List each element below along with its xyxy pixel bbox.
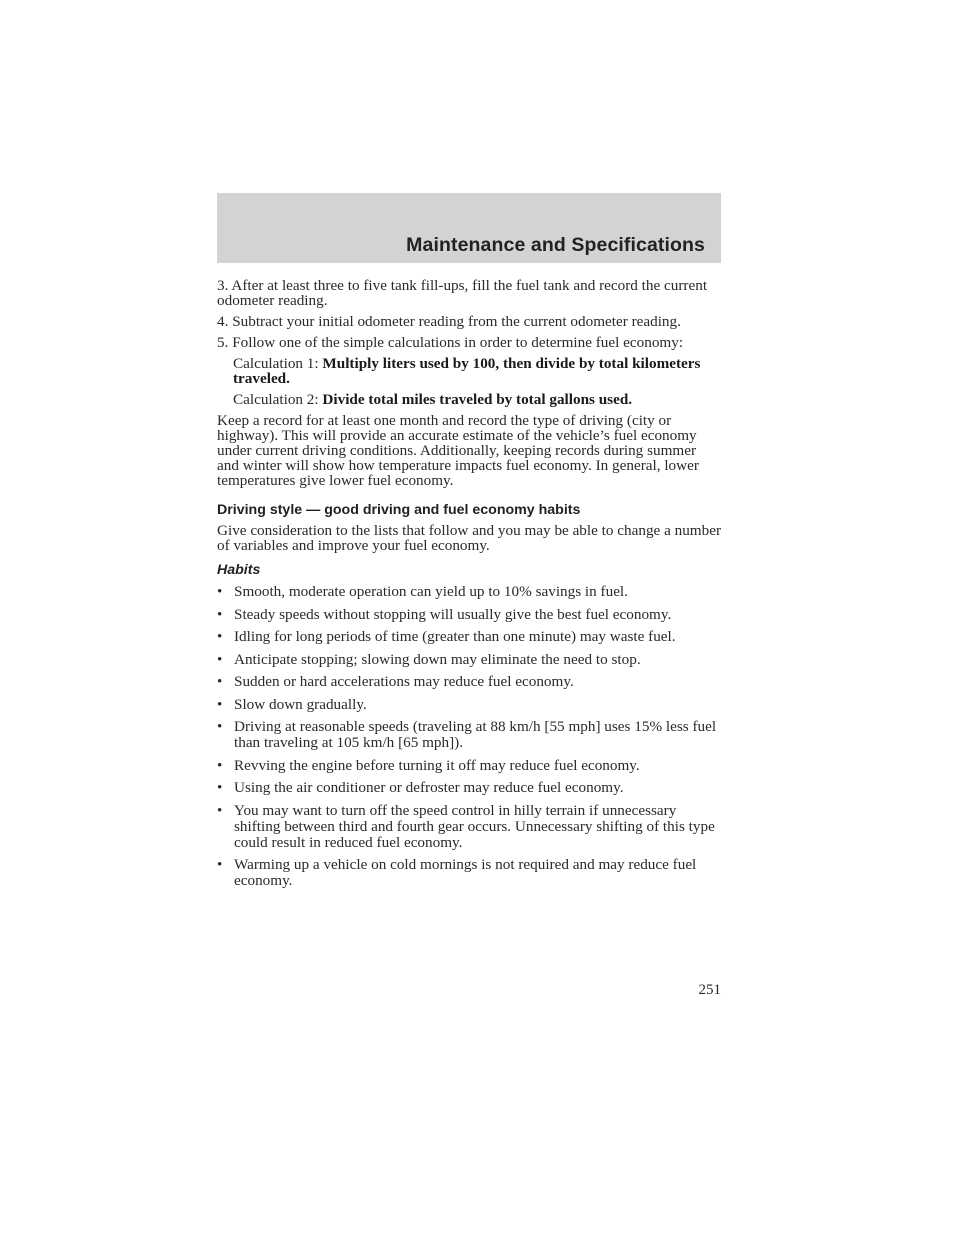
bullet-icon: • — [217, 718, 223, 735]
section-header-bar — [217, 193, 721, 263]
list-item-text: Smooth, moderate operation can yield up to 10% savings in fuel. — [234, 583, 628, 600]
list-item-text: Warming up a vehicle on cold mornings is not required and may reduce fuel economy. — [234, 856, 697, 889]
calculation-1 — [217, 356, 721, 386]
record-paragraph: Keep a record for at least one month and record the type of driving (city or highway). This will provide an accurate estimate of the vehicle’s fuel economy under current driving conditions. Additionally, keeping records during summer and winter will show how temperature impacts fuel economy. In general, lower temperatures give lower fuel economy. — [217, 412, 699, 489]
bullet-icon: • — [217, 673, 223, 690]
calculation-1-label: Calculation 1: — [233, 355, 323, 372]
calculation-1-text: Multiply liters used by 100, then divide by total kilometers traveled. — [233, 355, 701, 387]
list-item-text: Steady speeds without stopping will usually give the best fuel economy. — [234, 605, 672, 623]
habits-list — [217, 584, 721, 889]
bullet-icon: • — [217, 779, 223, 796]
list-item-text: Anticipate stopping; slowing down may eliminate the need to stop. — [234, 650, 641, 668]
list-item — [217, 780, 721, 796]
bullet-icon: • — [217, 583, 223, 600]
list-item-text: Sudden or hard accelerations may reduce fuel economy. — [234, 673, 574, 690]
list-item — [217, 803, 721, 851]
list-item-text: Driving at reasonable speeds (traveling at 88 km/h [55 mph] uses 15% less fuel than traveling at 105 km/h [65 mph]). — [234, 718, 717, 751]
list-item — [217, 629, 721, 645]
list-item — [217, 719, 721, 751]
calculation-2 — [217, 392, 721, 407]
list-item-text: Idling for long periods of time (greater than one minute) may waste fuel. — [234, 628, 676, 645]
list-item — [217, 674, 721, 690]
section-title: Maintenance and Specifications — [406, 234, 705, 256]
list-item-text: You may want to turn off the speed control in hilly terrain if unnecessary shifting between third and fourth gear occurs. Unnecessary shifting of this type could result in reduced fuel economy. — [234, 801, 715, 851]
list-item — [217, 652, 721, 668]
list-item — [217, 697, 721, 713]
bullet-icon: • — [217, 756, 223, 774]
list-item-text: Using the air conditioner or defroster may reduce fuel economy. — [234, 779, 624, 796]
bullet-icon: • — [217, 628, 223, 645]
page-number: 251 — [698, 982, 721, 998]
habits-heading: Habits — [217, 562, 261, 578]
manual-page — [217, 193, 721, 889]
driving-style-heading: Driving style — good driving and fuel economy habits — [217, 502, 581, 518]
calculation-2-text: Divide total miles traveled by total gallons used. — [322, 391, 633, 408]
list-item — [217, 857, 721, 889]
step-5: 5. Follow one of the simple calculations in order to determine fuel economy: — [217, 334, 684, 351]
list-item-text: Revving the engine before turning it off may reduce fuel economy. — [234, 756, 640, 774]
page-content — [217, 278, 721, 889]
driving-style-intro: Give consideration to the lists that follow and you may be able to change a number of variables and improve your fuel economy. — [217, 522, 722, 554]
list-item — [217, 607, 721, 623]
step-4: 4. Subtract your initial odometer reading from the current odometer reading. — [217, 313, 681, 330]
bullet-icon: • — [217, 650, 223, 668]
list-item — [217, 758, 721, 774]
list-item-text: Slow down gradually. — [234, 695, 367, 713]
step-3: 3. After at least three to five tank fill-ups, fill the fuel tank and record the current odometer reading. — [217, 277, 708, 309]
list-item — [217, 584, 721, 600]
bullet-icon: • — [217, 801, 223, 819]
bullet-icon: • — [217, 605, 223, 623]
bullet-icon: • — [217, 695, 223, 713]
calculation-2-label: Calculation 2: — [233, 391, 323, 408]
bullet-icon: • — [217, 856, 223, 873]
